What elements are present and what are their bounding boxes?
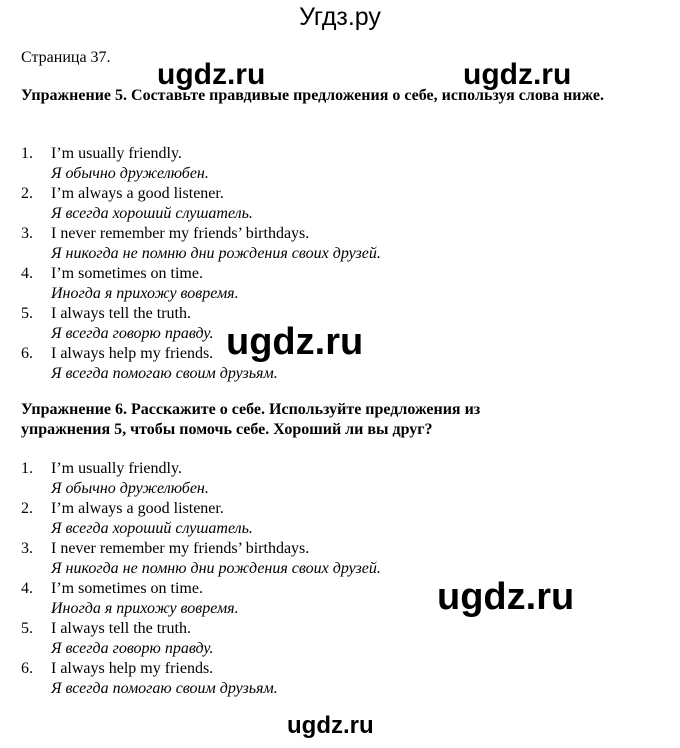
watermark: ugdz.ru (287, 712, 374, 739)
english-sentence: I’m usually friendly. (51, 145, 182, 162)
russian-translation: Я всегда помогаю своим друзьям. (51, 680, 278, 697)
english-sentence: I always tell the truth. (51, 305, 191, 322)
list-item (21, 459, 441, 499)
item-number: 1. (21, 460, 33, 477)
russian-translation: Я всегда хороший слушатель. (51, 520, 253, 537)
russian-translation: Иногда я прихожу вовремя. (51, 285, 239, 302)
item-number: 6. (21, 660, 33, 677)
russian-translation: Я никогда не помню дни рождения своих друзей. (51, 560, 381, 577)
exercise-6-title: Упражнение 6. Расскажите о себе. Используйте предложения из упражнения 5, чтобы помочь себе. Хороший ли вы друг? (21, 401, 481, 438)
site-title: Угдз.ру (299, 3, 381, 31)
watermark: ugdz.ru (226, 321, 364, 363)
list-item (21, 144, 441, 184)
russian-translation: Я всегда говорю правду. (51, 325, 214, 342)
item-number: 4. (21, 265, 33, 282)
item-number: 2. (21, 185, 33, 202)
russian-translation: Я обычно дружелюбен. (51, 480, 209, 497)
item-number: 3. (21, 540, 33, 557)
exercise-5-title: Упражнение 5. Составьте правдивые предложения о себе, используя слова ниже. (21, 87, 604, 104)
english-sentence: I’m always a good listener. (51, 185, 224, 202)
english-sentence: I always help my friends. (51, 660, 214, 677)
english-sentence: I always tell the truth. (51, 620, 191, 637)
english-sentence: I’m usually friendly. (51, 460, 182, 477)
english-sentence: I always help my friends. (51, 345, 214, 362)
list-item (21, 264, 441, 304)
list-item (21, 499, 441, 539)
item-number: 2. (21, 500, 33, 517)
list-item (21, 619, 441, 659)
item-number: 6. (21, 345, 33, 362)
item-number: 5. (21, 620, 33, 637)
english-sentence: I’m sometimes on time. (51, 580, 203, 597)
exercise-6-list (21, 459, 441, 699)
english-sentence: I never remember my friends’ birthdays. (51, 540, 310, 557)
russian-translation: Я всегда помогаю своим друзьям. (51, 365, 278, 382)
russian-translation: Я всегда хороший слушатель. (51, 205, 253, 222)
list-item (21, 579, 441, 619)
english-sentence: I’m always a good listener. (51, 500, 224, 517)
list-item (21, 184, 441, 224)
list-item (21, 539, 441, 579)
item-number: 4. (21, 580, 33, 597)
item-number: 3. (21, 225, 33, 242)
english-sentence: I’m sometimes on time. (51, 265, 203, 282)
watermark: ugdz.ru (463, 58, 572, 91)
russian-translation: Я всегда говорю правду. (51, 640, 214, 657)
watermark: ugdz.ru (157, 58, 266, 91)
item-number: 1. (21, 145, 33, 162)
item-number: 5. (21, 305, 33, 322)
russian-translation: Я обычно дружелюбен. (51, 165, 209, 182)
list-item (21, 659, 441, 699)
russian-translation: Я никогда не помню дни рождения своих друзей. (51, 245, 381, 262)
page-label: Страница 37. (21, 49, 111, 66)
english-sentence: I never remember my friends’ birthdays. (51, 225, 310, 242)
list-item (21, 224, 441, 264)
russian-translation: Иногда я прихожу вовремя. (51, 600, 239, 617)
watermark: ugdz.ru (437, 576, 575, 618)
